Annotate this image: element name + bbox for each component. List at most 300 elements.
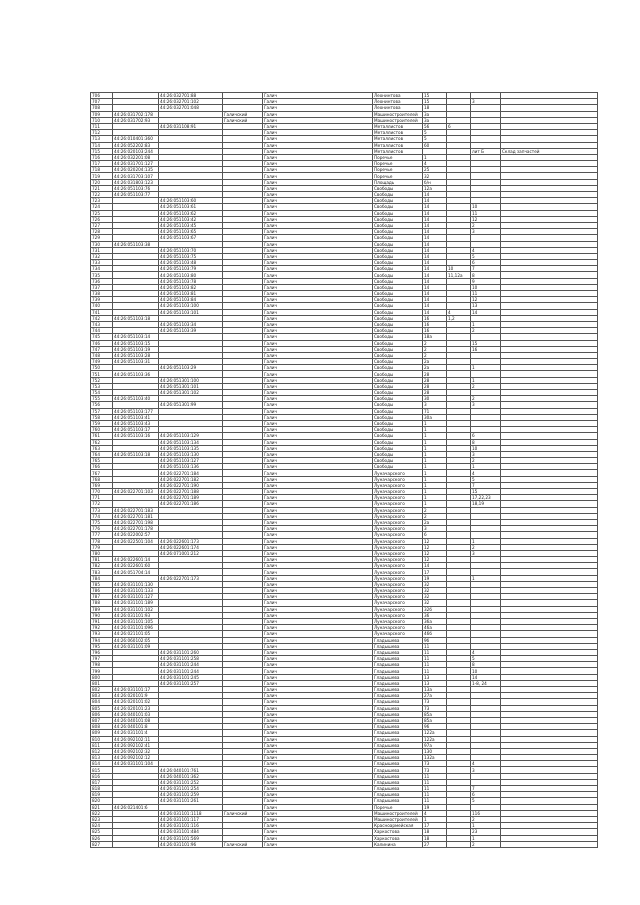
row-number-cell: 805 [91, 705, 113, 711]
town-cell: Галич [263, 346, 373, 352]
street-cell: Луначарского [373, 600, 423, 606]
town-cell: Галич [263, 433, 373, 439]
town-cell: Галич [263, 786, 373, 792]
street-cell: Свободы [373, 439, 423, 445]
street-cell: Свободы [373, 303, 423, 309]
town-cell: Галич [263, 222, 373, 228]
row-number-cell: 807 [91, 717, 113, 723]
row-number-cell: 810 [91, 736, 113, 742]
street-cell: Поречье [373, 167, 423, 173]
apartment-cell: 3 [471, 402, 501, 408]
parent-cadastral-cell: 44:26:022701:188 [159, 489, 223, 495]
street-cell: Свободы [373, 377, 423, 383]
house-cell: 2 [423, 346, 447, 352]
cadastral-number-cell: 44:26:031702:93 [113, 117, 159, 123]
parent-cadastral-cell: 44:26:051103:130 [159, 451, 223, 457]
row-number-cell: 791 [91, 618, 113, 624]
town-cell: Галич [263, 705, 373, 711]
street-cell: Площадь [373, 179, 423, 185]
parent-cadastral-cell: 44:26:022601:173 [159, 538, 223, 544]
house-cell: 12а [423, 185, 447, 191]
street-cell: Харкостова [373, 829, 423, 835]
parent-cadastral-cell: 44:26:051103:129 [159, 433, 223, 439]
row-number-cell: 735 [91, 272, 113, 278]
row-number-cell: 746 [91, 340, 113, 346]
street-cell: Луначарского [373, 495, 423, 501]
town-cell: Галич [263, 216, 373, 222]
parent-cadastral-cell: 44:26:051103:100 [159, 303, 223, 309]
house-cell: 19 [423, 575, 447, 581]
row-number-cell: 766 [91, 464, 113, 470]
row-number-cell: 767 [91, 470, 113, 476]
house-cell: 17 [423, 569, 447, 575]
street-cell: Гладышева [373, 637, 423, 643]
row-number-cell: 813 [91, 755, 113, 761]
house-cell: 3 [423, 526, 447, 532]
row-number-cell: 713 [91, 136, 113, 142]
row-number-cell: 817 [91, 779, 113, 785]
town-cell: Галич [263, 470, 373, 476]
street-cell: Харкостова [373, 835, 423, 841]
town-cell: Галич [263, 637, 373, 643]
row-number-cell: 759 [91, 420, 113, 426]
street-cell: Свободы [373, 365, 423, 371]
town-cell: Галич [263, 334, 373, 340]
cadastral-number-cell: 44:26:020101:9 [113, 693, 159, 699]
street-cell: Луначарского [373, 501, 423, 507]
house-cell: 12 [423, 557, 447, 563]
street-cell: Свободы [373, 352, 423, 358]
street-cell: Поречье [373, 154, 423, 160]
row-number-cell: 803 [91, 693, 113, 699]
street-cell: Луначарского [373, 513, 423, 519]
town-cell: Галич [263, 390, 373, 396]
street-cell: Свободы [373, 464, 423, 470]
street-cell: Луначарского [373, 526, 423, 532]
row-number-cell: 827 [91, 841, 113, 847]
row-number-cell: 792 [91, 625, 113, 631]
row-number-cell: 752 [91, 377, 113, 383]
town-cell: Галич [263, 711, 373, 717]
house-cell: 11 [423, 773, 447, 779]
apartment-cell: 5 [471, 253, 501, 259]
house-cell: 2 [423, 513, 447, 519]
cadastral-number-cell: 44:26:051103:38 [113, 241, 159, 247]
street-cell: Свободы [373, 309, 423, 315]
row-number-cell: 781 [91, 557, 113, 563]
apartment-cell: 4 [471, 761, 501, 767]
street-cell: Луначарского [373, 631, 423, 637]
house-cell: 13 [423, 674, 447, 680]
apartment-cell: 2 [471, 841, 501, 847]
row-number-cell: 736 [91, 278, 113, 284]
house-cell: 73 [423, 705, 447, 711]
apartment-cell: 1 [471, 823, 501, 829]
house-cell: 18 [423, 835, 447, 841]
apartment-cell: 9 [471, 278, 501, 284]
town-cell: Галич [263, 606, 373, 612]
row-number-cell: 725 [91, 210, 113, 216]
cadastral-number-cell: 44:26:031101:17 [113, 687, 159, 693]
parent-cadastral-cell: 44:26:031101:259 [159, 792, 223, 798]
street-cell: Луначарского [373, 538, 423, 544]
town-cell: Галич [263, 93, 373, 99]
row-number-cell: 753 [91, 383, 113, 389]
street-cell: Свободы [373, 328, 423, 334]
parent-cadastral-cell: 44:26:022701:173 [159, 575, 223, 581]
house-cell: 14 [423, 235, 447, 241]
parent-cadastral-cell: 44:26:051103:70 [159, 247, 223, 253]
parent-cadastral-cell: 44:26:031101:117 [159, 816, 223, 822]
town-cell: Галич [263, 618, 373, 624]
street-cell: Свободы [373, 445, 423, 451]
row-number-cell: 799 [91, 668, 113, 674]
street-cell: Свободы [373, 414, 423, 420]
town-cell: Галич [263, 532, 373, 538]
parent-cadastral-cell: 44:26:031108:91 [159, 123, 223, 129]
table-row [91, 841, 598, 847]
street-cell: Гладышева [373, 786, 423, 792]
row-number-cell: 784 [91, 575, 113, 581]
row-number-cell: 796 [91, 649, 113, 655]
town-cell: Галич [263, 841, 373, 847]
parent-cadastral-cell: 44:26:051301:102 [159, 390, 223, 396]
house-cell: 11 [423, 668, 447, 674]
parent-cadastral-cell: 44:26:051103:39 [159, 328, 223, 334]
town-cell: Галич [263, 284, 373, 290]
town-cell: Галич [263, 550, 373, 556]
row-number-cell: 751 [91, 371, 113, 377]
parent-cadastral-cell: 44:26:051103:80 [159, 272, 223, 278]
cadastral-number-cell: 44:26:022701:181 [113, 513, 159, 519]
property-register-table [90, 92, 598, 848]
town-cell: Галич [263, 117, 373, 123]
row-number-cell: 727 [91, 222, 113, 228]
street-cell: Гладышева [373, 717, 423, 723]
street-cell: Гладышева [373, 668, 423, 674]
town-cell: Галич [263, 736, 373, 742]
parent-cadastral-cell: 44:26:051301:99 [159, 402, 223, 408]
note-cell: Склад запчастей [501, 148, 598, 154]
house-cell: 28 [423, 383, 447, 389]
row-number-cell: 717 [91, 161, 113, 167]
town-cell: Галич [263, 396, 373, 402]
street-cell: Гладышева [373, 724, 423, 730]
street-cell: Луначарского [373, 563, 423, 569]
house-cell: 19 [423, 804, 447, 810]
cadastral-number-cell: 44:26:031101:133 [113, 588, 159, 594]
cadastral-number-cell: 44:26:040101:8 [113, 724, 159, 730]
house-cell: 2 [423, 507, 447, 513]
apartment-cell: 8 [471, 272, 501, 278]
town-cell: Галич [263, 161, 373, 167]
apartment-cell: 16 [471, 346, 501, 352]
town-cell: Галич [263, 315, 373, 321]
house-cell: 14 [423, 192, 447, 198]
street-cell: Свободы [373, 253, 423, 259]
apartment-cell: 8 [471, 439, 501, 445]
town-cell: Галич [263, 823, 373, 829]
row-number-cell: 720 [91, 179, 113, 185]
cadastral-number-cell: 44:26:021101:05 [113, 631, 159, 637]
town-cell: Галич [263, 519, 373, 525]
apartment-cell: 1 [471, 377, 501, 383]
cadastral-number-cell: 44:26:031803:123 [113, 179, 159, 185]
apartment-cell: 15 [471, 489, 501, 495]
street-cell: Леонинтова [373, 105, 423, 111]
row-number-cell: 776 [91, 526, 113, 532]
town-cell: Галич [263, 111, 373, 117]
apartment-cell: 10 [471, 204, 501, 210]
town-cell: Галич [263, 297, 373, 303]
street-cell: Свободы [373, 420, 423, 426]
row-number-cell: 743 [91, 321, 113, 327]
building-cell: 11,12а [447, 272, 471, 278]
street-cell: Свободы [373, 346, 423, 352]
cadastral-number-cell: 44:26:031101:189 [113, 600, 159, 606]
apartment-cell: 1 [471, 538, 501, 544]
street-cell: Гладышева [373, 761, 423, 767]
town-cell: Галич [263, 167, 373, 173]
apartment-cell: 2 [471, 222, 501, 228]
street-cell: Гладышева [373, 643, 423, 649]
apartment-cell: 2 [471, 328, 501, 334]
row-number-cell: 760 [91, 427, 113, 433]
town-cell: Галич [263, 383, 373, 389]
row-number-cell: 802 [91, 687, 113, 693]
town-cell: Галич [263, 643, 373, 649]
street-cell: Металлистов [373, 130, 423, 136]
cadastral-number-cell: 44:26:010401:360 [113, 136, 159, 142]
town-cell: Галич [263, 538, 373, 544]
house-cell: 1 [423, 458, 447, 464]
town-cell: Галич [263, 476, 373, 482]
house-cell: 1 [423, 439, 447, 445]
town-cell: Галич [263, 309, 373, 315]
town-cell: Галич [263, 241, 373, 247]
row-number-cell: 818 [91, 786, 113, 792]
row-number-cell: 721 [91, 185, 113, 191]
parent-cadastral-cell: 44:26:051103:62 [159, 210, 223, 216]
row-number-cell: 730 [91, 241, 113, 247]
house-cell: 1 [423, 427, 447, 433]
parent-cadastral-cell: 44:26:022701:184 [159, 470, 223, 476]
row-number-cell: 754 [91, 390, 113, 396]
town-cell: Галич [263, 229, 373, 235]
street-cell: Гладышева [373, 767, 423, 773]
town-cell: Галич [263, 792, 373, 798]
house-cell: 36 [423, 612, 447, 618]
house-cell: 73 [423, 699, 447, 705]
house-cell: 30 [423, 396, 447, 402]
house-cell: 71 [423, 408, 447, 414]
parent-cadastral-cell: 44:26:051103:48 [159, 260, 223, 266]
cadastral-number-cell: 44:26:022701:178 [113, 526, 159, 532]
street-cell: Свободы [373, 359, 423, 365]
cadastral-number-cell: 44:26:051103:36 [113, 371, 159, 377]
parent-cadastral-cell: 44:26:032701:048 [159, 105, 223, 111]
apartment-cell: 2 [471, 396, 501, 402]
house-cell: 32 [423, 594, 447, 600]
parent-cadastral-cell: 44:26:051103:135 [159, 445, 223, 451]
town-cell: Галич [263, 748, 373, 754]
street-cell: Машиностроителей [373, 111, 423, 117]
apartment-cell: 6 [471, 260, 501, 266]
house-cell: 25 [423, 167, 447, 173]
row-number-cell: 744 [91, 328, 113, 334]
apartment-cell: 4 [471, 470, 501, 476]
house-cell: 32 [423, 588, 447, 594]
row-number-cell: 731 [91, 247, 113, 253]
town-cell: Галич [263, 266, 373, 272]
house-cell: 16 [423, 315, 447, 321]
house-cell: 14 [423, 297, 447, 303]
street-cell: Луначарского [373, 482, 423, 488]
row-number-cell: 716 [91, 154, 113, 160]
row-number-cell: 710 [91, 117, 113, 123]
apartment-cell: 4 [471, 649, 501, 655]
parent-cadastral-cell: 44:26:031101:257 [159, 680, 223, 686]
parent-cadastral-cell: 44:26:022701:190 [159, 482, 223, 488]
street-cell: Гладышева [373, 687, 423, 693]
apartment-cell: 3 [471, 229, 501, 235]
parent-cadastral-cell: 44:26:031101:96 [159, 841, 223, 847]
cadastral-number-cell: 44:26:040101:08 [113, 717, 159, 723]
street-cell: Гладышева [373, 798, 423, 804]
town-cell: Галич [263, 321, 373, 327]
street-cell: Луначарского [373, 588, 423, 594]
house-cell: 14 [423, 309, 447, 315]
street-cell: Гладышева [373, 742, 423, 748]
cadastral-number-cell: 44:26:022601:60 [113, 563, 159, 569]
street-cell: Свободы [373, 451, 423, 457]
house-cell: 12 [423, 538, 447, 544]
street-cell: Свободы [373, 402, 423, 408]
parent-cadastral-cell: 44:26:051103:67 [159, 235, 223, 241]
town-cell: Галич [263, 699, 373, 705]
parent-cadastral-cell: 44:26:051103:134 [159, 439, 223, 445]
town-cell: Галич [263, 247, 373, 253]
parent-cadastral-cell: 44:26:051103:29 [159, 365, 223, 371]
house-cell: 96 [423, 724, 447, 730]
house-cell: 11 [423, 656, 447, 662]
row-number-cell: 777 [91, 532, 113, 538]
house-cell: 2а [423, 365, 447, 371]
row-number-cell: 782 [91, 563, 113, 569]
apartment-cell: 1 [471, 321, 501, 327]
house-cell: 18а [423, 334, 447, 340]
apartment-cell: 6 [471, 433, 501, 439]
house-cell: 11 [423, 649, 447, 655]
parent-cadastral-cell: 44:26:051103:60 [159, 198, 223, 204]
town-cell: Галич [263, 204, 373, 210]
street-cell: Свободы [373, 204, 423, 210]
house-cell: 1 [423, 420, 447, 426]
street-cell: Свободы [373, 396, 423, 402]
town-cell: Галич [263, 724, 373, 730]
town-cell: Галич [263, 588, 373, 594]
row-number-cell: 708 [91, 105, 113, 111]
apartment-cell: 1-8, 24 [471, 680, 501, 686]
apartment-cell: 7 [471, 786, 501, 792]
parent-cadastral-cell: 44:26:051103:81 [159, 291, 223, 297]
parent-cadastral-cell: 44:26:051103:136 [159, 464, 223, 470]
town-cell: Галич [263, 439, 373, 445]
parent-cadastral-cell: 44:26:040101:362 [159, 773, 223, 779]
cadastral-number-cell: 44:26:022701:198 [113, 519, 159, 525]
row-number-cell: 745 [91, 334, 113, 340]
house-cell: 14 [423, 241, 447, 247]
house-cell: 14 [423, 210, 447, 216]
house-cell: 11 [423, 798, 447, 804]
row-number-cell: 790 [91, 612, 113, 618]
street-cell: Свободы [373, 198, 423, 204]
row-number-cell: 728 [91, 229, 113, 235]
street-cell: Свободы [373, 334, 423, 340]
row-number-cell: 764 [91, 451, 113, 457]
apartment-cell: 8 [471, 662, 501, 668]
town-cell: Галич [263, 352, 373, 358]
street-cell: Луначарского [373, 550, 423, 556]
cadastral-number-cell: 44:26:031101:096 [113, 625, 159, 631]
apartment-cell: 1 [471, 575, 501, 581]
parent-cadastral-cell: 44:26:031101:484 [159, 829, 223, 835]
house-cell: 2 [423, 340, 447, 346]
house-cell: 73 [423, 761, 447, 767]
street-cell: Луначарского [373, 575, 423, 581]
town-cell: Галич [263, 575, 373, 581]
apartment-cell: 6 [471, 792, 501, 798]
row-number-cell: 774 [91, 513, 113, 519]
district-cell: Галичский [223, 111, 263, 117]
house-cell: 36а [423, 618, 447, 624]
street-cell: Свободы [373, 291, 423, 297]
row-number-cell: 786 [91, 588, 113, 594]
apartment-cell: 10 [471, 284, 501, 290]
row-number-cell: 757 [91, 408, 113, 414]
town-cell: Галич [263, 773, 373, 779]
row-number-cell: 821 [91, 804, 113, 810]
row-number-cell: 787 [91, 594, 113, 600]
house-cell: 97а [423, 742, 447, 748]
cadastral-number-cell: 44:26:040101:03 [113, 711, 159, 717]
house-cell: 32 [423, 581, 447, 587]
town-cell: Галич [263, 526, 373, 532]
street-cell: Машиностроителей [373, 117, 423, 123]
parent-cadastral-cell: 44:26:051103:127 [159, 458, 223, 464]
house-cell: 28 [423, 377, 447, 383]
town-cell: Галич [263, 365, 373, 371]
parent-cadastral-cell: 44:26:022701:189 [159, 495, 223, 501]
town-cell: Галич [263, 730, 373, 736]
street-cell: Металлистов [373, 142, 423, 148]
parent-cadastral-cell: 44:26:051103:79 [159, 266, 223, 272]
cadastral-number-cell: 44:26:092102:41 [113, 742, 159, 748]
house-cell: 1 [423, 816, 447, 822]
cadastral-number-cell: 44:26:051103:18 [113, 451, 159, 457]
town-cell: Галич [263, 408, 373, 414]
table-body [91, 93, 598, 848]
apartment-cell: 7 [471, 482, 501, 488]
house-cell: 17 [423, 823, 447, 829]
street-cell: Гладышева [373, 779, 423, 785]
town-cell: Галич [263, 272, 373, 278]
cadastral-number-cell: 44:26:051103:19 [113, 346, 159, 352]
house-cell: 27 [423, 841, 447, 847]
town-cell: Галич [263, 303, 373, 309]
row-number-cell: 797 [91, 656, 113, 662]
house-cell: 9б [423, 637, 447, 643]
